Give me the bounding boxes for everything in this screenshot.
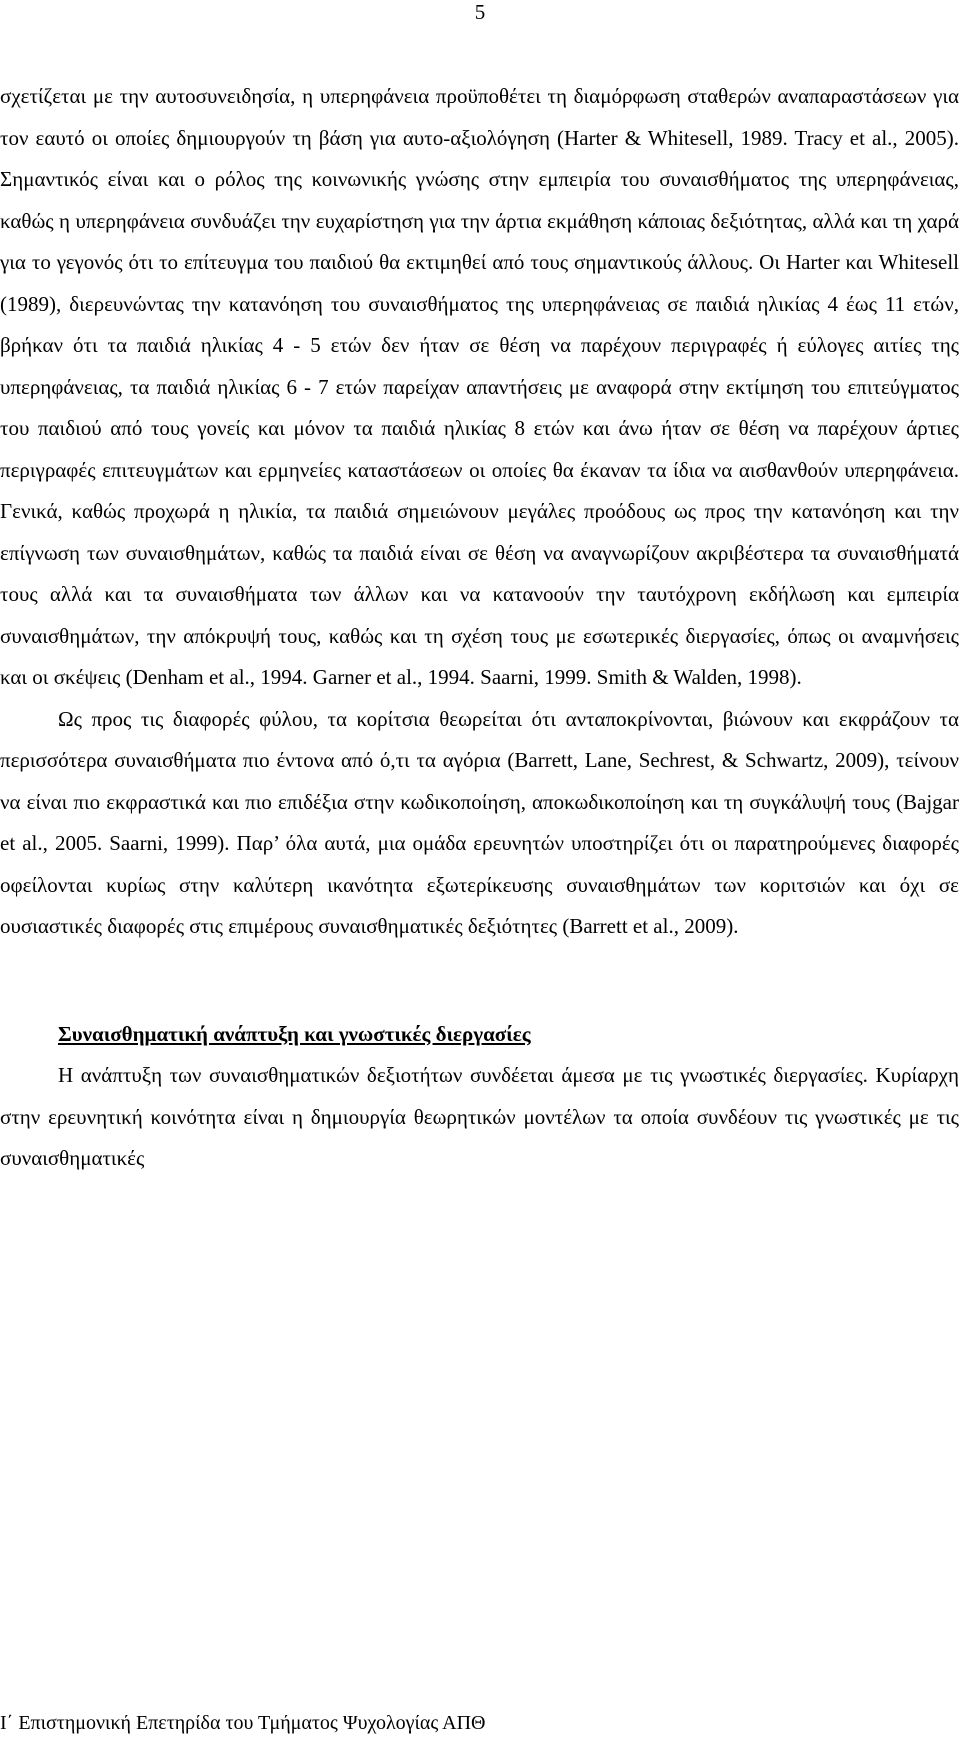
paragraph-gender-differences: Ως προς τις διαφορές φύλου, τα κορίτσια θεωρείται ότι ανταποκρίνονται, βιώνουν και εκφράζουν τα περισσότερα συναισθήματα πιο έντονα από ό,τι τα αγόρια (Barrett, Lane, Sechrest, & Schwartz, 2009), τείνουν να είναι πιο εκφραστικά και πιο επιδέξια στην κωδικοποίηση, αποκωδικοποίηση και τη συγκάλυψή τους (Bajgar et al., 2005. Saarni, 1999). Παρ’ όλα αυτά, μια ομάδα ερευνητών υποστηρίζει ότι οι παρατηρούμενες διαφορές οφείλονται κυρίως στην καλύτερη ικανότητα εξωτερίκευσης συναισθημάτων των κοριτσιών και όχι σε ουσιαστικές διαφορές στις επιμέρους συναισθηματικές δεξιότητες (Barrett et al., 2009).: [0, 706, 959, 938]
section-heading: Συναισθηματική ανάπτυξη και γνωστικές διεργασίες: [58, 1021, 531, 1046]
section-paragraph: Η ανάπτυξη των συναισθηματικών δεξιοτήτων συνδέεται άμεσα με τις γνωστικές διεργασίες. Κυρίαρχη στην ερευνητική κοινότητα είναι η δημιουργία θεωρητικών μοντέλων τα οποία συνδέουν τις γνωστικές με τις συναισθηματικές: [0, 1063, 959, 1170]
paragraph-continued: σχετίζεται με την αυτοσυνειδησία, η υπερηφάνεια προϋποθέτει τη διαμόρφωση σταθερών αναπαραστάσεων για τον εαυτό οι οποίες δημιουργούν τη βάση για αυτο-αξιολόγηση (Harter & Whitesell, 1989. Tracy et al., 2005). Σημαντικός είναι και ο ρόλος της κοινωνικής γνώσης στην εμπειρία του συναισθήματος της υπερηφάνειας, καθώς η υπερηφάνεια συνδυάζει την ευχαρίστηση για την άρτια εκμάθηση κάποιας δεξιότητας, αλλά και τη χαρά για το γεγονός ότι το επίτευγμα του παιδιού θα εκτιμηθεί από τους σημαντικούς άλλους. Οι Harter και Whitesell (1989), διερευνώντας την κατανόηση του συναισθήματος της υπερηφάνειας σε παιδιά ηλικίας 4 έως 11 ετών, βρήκαν ότι τα παιδιά ηλικίας 4 - 5 ετών δεν ήταν σε θέση να παρέχουν περιγραφές ή εύλογες αιτίες της υπερηφάνειας, τα παιδιά ηλικίας 6 - 7 ετών παρείχαν απαντήσεις με αναφορά στην εκτίμηση του επιτεύγματος του παιδιού από τους γονείς και μόνον τα παιδιά ηλικίας 8 ετών και άνω ήταν σε θέση να παρέχουν άρτιες περιγραφές επιτευγμάτων και ερμηνείες καταστάσεων οι οποίες θα έκαναν τα ίδια να αισθανθούν υπερηφάνεια. Γενικά, καθώς προχωρά η ηλικία, τα παιδιά σημειώνουν μεγάλες προόδους ως προς την κατανόηση και την επίγνωση των συναισθημάτων, καθώς τα παιδιά είναι σε θέση να αναγνωρίζουν ακριβέστερα τα συναισθήματά τους αλλά και τα συναισθήματα των άλλων και να κατανοούν την ταυτόχρονη εκδήλωση και εμπειρία συναισθημάτων, την απόκρυψή τους, καθώς και τη σχέση τους με εσωτερικές διεργασίες, όπως οι αναμνήσεις και οι σκέψεις (Denham et al., 1994. Garner et al., 1994. Saarni, 1999. Smith & Walden, 1998).: [0, 84, 959, 689]
document-body: [0, 76, 959, 1180]
page-number: 5: [474, 0, 486, 24]
page-footer: Ι΄ Επιστημονική Επετηρίδα του Τμήματος Ψυχολογίας ΑΠΘ: [0, 1712, 486, 1734]
